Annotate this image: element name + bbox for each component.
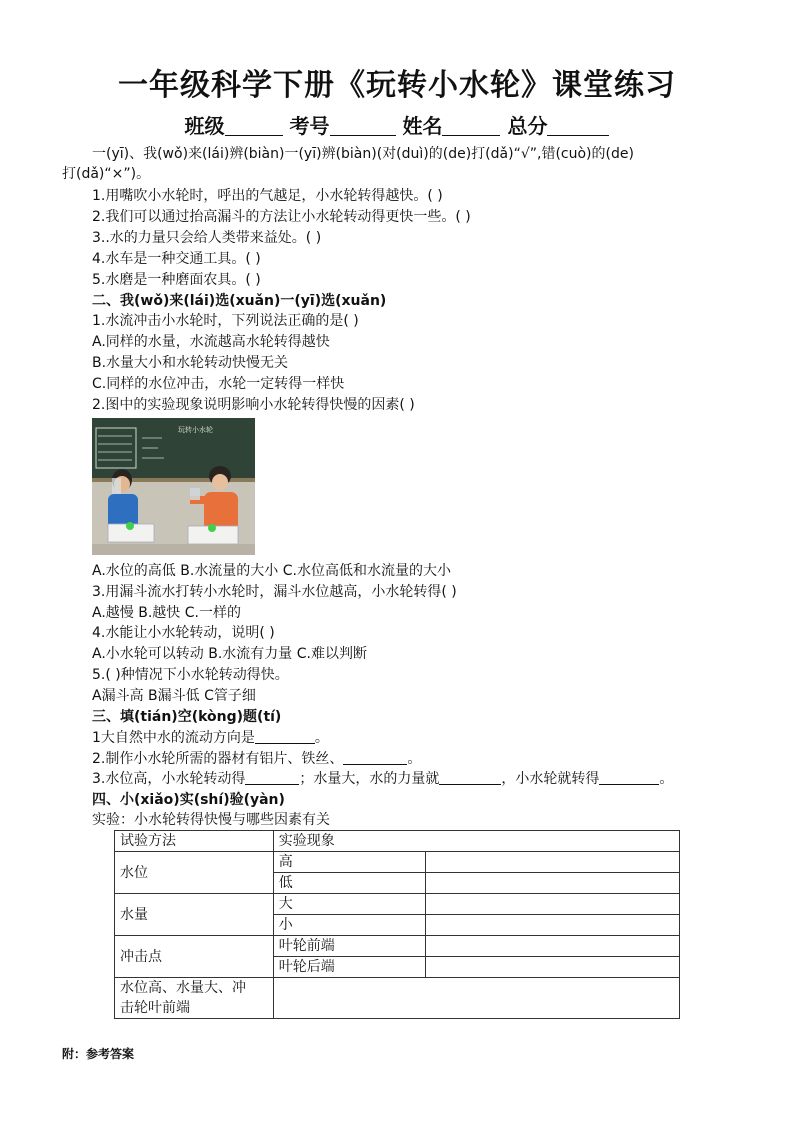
choice-q1: 1.水流冲击小水轮时，下列说法正确的是( ) — [92, 313, 359, 329]
header-fields — [0, 110, 794, 139]
experiment-table — [114, 830, 680, 1019]
choice-q4-options: A.小水轮可以转动 B.水流有力量 C.难以判断 — [92, 646, 367, 662]
fill-q3-blank-3 — [599, 770, 659, 785]
fill-q3-part2: ；水量大，水的力量就 — [299, 771, 440, 787]
judge-item-5: 5.水磨是一种磨面农具。( ) — [92, 272, 261, 288]
choice-q2-options: A.水位的高低 B.水流量的大小 C.水位高低和水流量的大小 — [92, 563, 451, 579]
choice-q5: 5.( )种情况下小水轮转动得快。 — [92, 667, 289, 683]
header-method: 试验方法 — [115, 831, 274, 852]
sub-front: 叶轮前端 — [273, 936, 426, 957]
fill-q3-blank-2 — [439, 770, 501, 785]
fill-q2 — [92, 749, 421, 769]
combined-line1: 水位高、水量大、冲 — [120, 980, 246, 996]
footer-answer-key: 附：参考答案 — [62, 1047, 135, 1061]
page-title: 一年级科学下册《玩转小水轮》课堂练习 — [118, 68, 676, 103]
method-combined — [115, 978, 274, 1019]
answer-cell[interactable] — [426, 873, 680, 894]
fill-q1-text: 1大自然中水的流动方向是 — [92, 730, 255, 746]
table-header-row — [115, 831, 680, 852]
fill-q3-part1: 3.水位高，小水轮转动得 — [92, 771, 246, 787]
answer-cell[interactable] — [426, 957, 680, 978]
sub-high: 高 — [273, 852, 426, 873]
exam-number-blank — [330, 115, 396, 136]
section3-heading: 三、填(tián)空(kòng)题(tí) — [92, 709, 282, 725]
combined-line2: 击轮叶前端 — [120, 1000, 190, 1016]
sub-large: 大 — [273, 894, 426, 915]
fill-q3 — [92, 769, 673, 789]
choice-q3: 3.用漏斗流水打转小水轮时，漏斗水位越高，小水轮转得( ) — [92, 584, 457, 600]
judge-item-2: 2.我们可以通过抬高漏斗的方法让小水轮转动得更快一些。( ) — [92, 209, 471, 225]
class-blank — [225, 115, 283, 136]
table-row — [115, 894, 680, 915]
answer-cell[interactable] — [426, 915, 680, 936]
choice-q1-option-b: B.水量大小和水轮转动快慢无关 — [92, 355, 289, 371]
board-text: 玩转小水轮 — [178, 426, 213, 434]
answer-cell[interactable] — [273, 978, 679, 1019]
choice-q4: 4.水能让小水轮转动，说明( ) — [92, 625, 275, 641]
name-label: 姓名 — [402, 114, 443, 138]
choice-q1-option-c: C.同样的水位冲击，水轮一定转得一样快 — [92, 376, 345, 392]
method-impact-point: 冲击点 — [115, 936, 274, 978]
class-label: 班级 — [184, 114, 225, 138]
sub-low: 低 — [273, 873, 426, 894]
method-water-level: 水位 — [115, 852, 274, 894]
fill-q1-end: 。 — [314, 730, 329, 746]
answer-cell[interactable] — [426, 936, 680, 957]
section2-heading: 二、我(wǒ)来(lái)选(xuǎn)一(yī)选(xuǎn) — [92, 293, 387, 309]
judge-item-1: 1.用嘴吹小水轮时，呼出的气越足，小水轮转得越快。( ) — [92, 188, 443, 204]
judge-item-4: 4.水车是一种交通工具。( ) — [92, 251, 261, 267]
exam-number-label: 考号 — [289, 114, 330, 138]
section4-heading: 四、小(xiǎo)实(shí)验(yàn) — [92, 792, 285, 808]
sub-back: 叶轮后端 — [273, 957, 426, 978]
choice-q1-option-a: A.同样的水量，水流越高水轮转得越快 — [92, 334, 330, 350]
section1-heading-line1: 一(yī)、我(wǒ)来(lái)辨(biàn)一(yī)辨(biàn)(对(duì)的(de)打(dǎ)“√”,错(cuò)的(de) — [92, 146, 634, 162]
experiment-intro: 实验：小水轮转得快慢与哪些因素有关 — [92, 812, 330, 828]
choice-q2: 2.图中的实验现象说明影响小水轮转得快慢的因素( ) — [92, 397, 415, 413]
table-row — [115, 978, 680, 1019]
header-phenomenon: 实验现象 — [273, 831, 679, 852]
fill-q2-blank — [343, 750, 407, 765]
judge-item-3: 3..水的力量只会给人类带来益处。( ) — [92, 230, 322, 246]
total-score-blank — [547, 115, 609, 136]
section1-heading-line2: 打(dǎ)“×”)。 — [62, 166, 151, 182]
method-water-amount: 水量 — [115, 894, 274, 936]
answer-cell[interactable] — [426, 894, 680, 915]
answer-cell[interactable] — [426, 852, 680, 873]
sub-small: 小 — [273, 915, 426, 936]
fill-q3-end: 。 — [659, 771, 674, 787]
fill-q2-end: 。 — [407, 751, 422, 767]
fill-q3-blank-1 — [245, 770, 299, 785]
fill-q1-blank — [255, 729, 315, 744]
fill-q2-text: 2.制作小水轮所需的器材有铝片、铁丝、 — [92, 751, 344, 767]
choice-q5-options: A漏斗高 B漏斗低 C管子细 — [92, 688, 256, 704]
fill-q3-part3: ，小水轮就转得 — [501, 771, 600, 787]
choice-q3-options: A.越慢 B.越快 C.一样的 — [92, 605, 241, 621]
name-blank — [442, 115, 500, 136]
table-row — [115, 936, 680, 957]
table-row — [115, 852, 680, 873]
total-score-label: 总分 — [507, 114, 548, 138]
experiment-photo — [92, 418, 255, 555]
fill-q1 — [92, 728, 329, 748]
